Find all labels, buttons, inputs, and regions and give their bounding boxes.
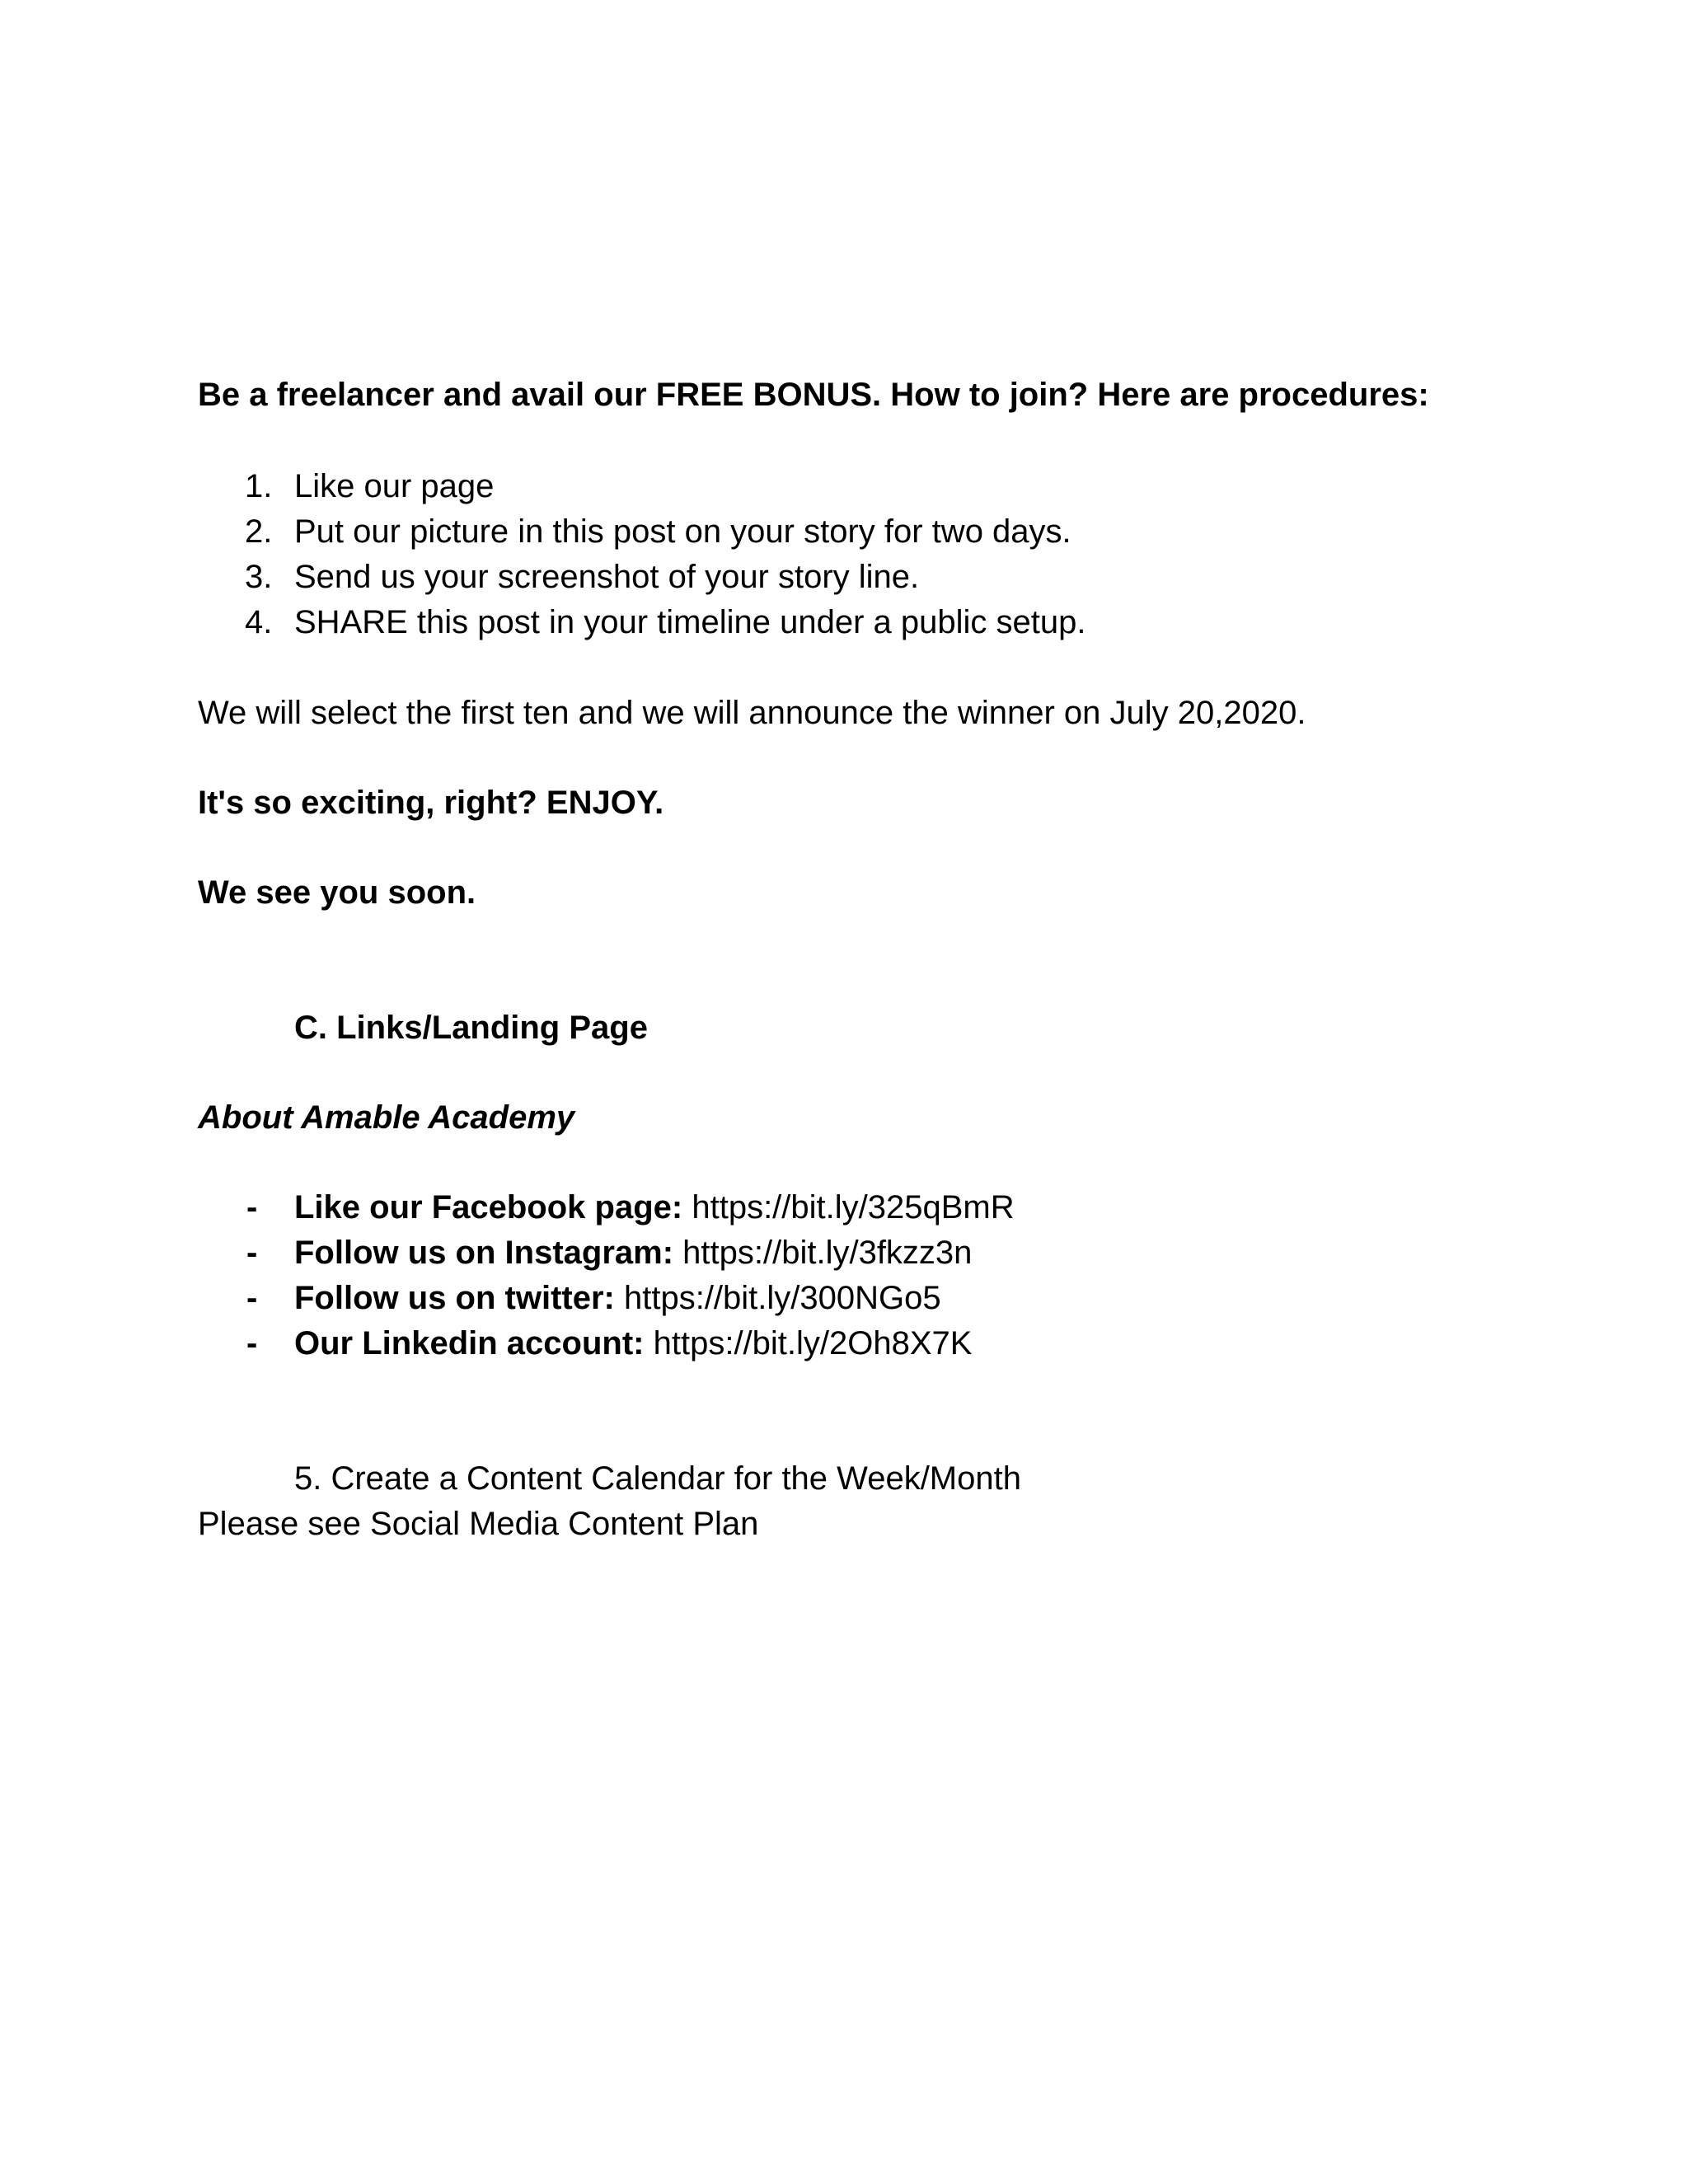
- link-item-twitter: [294, 1278, 941, 1318]
- link-label: Like our Facebook page:: [294, 1189, 683, 1226]
- link-item-facebook: [294, 1188, 1015, 1227]
- about-heading: About Amable Academy: [198, 1099, 575, 1136]
- section-5-heading: 5. Create a Content Calendar for the Week/Month: [294, 1460, 1021, 1497]
- step-number: 2.: [245, 513, 273, 550]
- twitter-link[interactable]: https://bit.ly/300NGo5: [623, 1280, 941, 1316]
- list-bullet: -: [246, 1325, 258, 1361]
- link-item-linkedin: [294, 1324, 972, 1363]
- see-you-text: We see you soon.: [198, 874, 476, 911]
- facebook-link[interactable]: https://bit.ly/325qBmR: [692, 1189, 1015, 1226]
- link-label: Follow us on twitter:: [294, 1280, 615, 1316]
- step-number: 3.: [245, 559, 273, 595]
- link-label: Our Linkedin account:: [294, 1325, 645, 1361]
- announcement-text: We will select the first ten and we will announce the winner on July 20,2020.: [198, 695, 1306, 731]
- list-bullet: -: [246, 1280, 258, 1316]
- step-text: Send us your screenshot of your story line.: [294, 559, 920, 595]
- instagram-link[interactable]: https://bit.ly/3fkzz3n: [682, 1235, 973, 1271]
- intro-heading: Be a freelancer and avail our FREE BONUS. How to join? Here are procedures:: [198, 377, 1429, 413]
- link-label: Follow us on Instagram:: [294, 1235, 674, 1271]
- plan-note: Please see Social Media Content Plan: [198, 1506, 759, 1542]
- step-number: 1.: [245, 468, 273, 504]
- step-text: Like our page: [294, 468, 495, 504]
- step-text: Put our picture in this post on your story for two days.: [294, 513, 1071, 550]
- step-number: 4.: [245, 604, 273, 640]
- section-c-heading: C. Links/Landing Page: [294, 1010, 648, 1046]
- link-item-instagram: [294, 1233, 972, 1272]
- list-bullet: -: [246, 1189, 258, 1226]
- list-bullet: -: [246, 1235, 258, 1271]
- linkedin-link[interactable]: https://bit.ly/2Oh8X7K: [653, 1325, 973, 1361]
- exciting-text: It's so exciting, right? ENJOY.: [198, 785, 664, 821]
- step-text: SHARE this post in your timeline under a public setup.: [294, 604, 1086, 640]
